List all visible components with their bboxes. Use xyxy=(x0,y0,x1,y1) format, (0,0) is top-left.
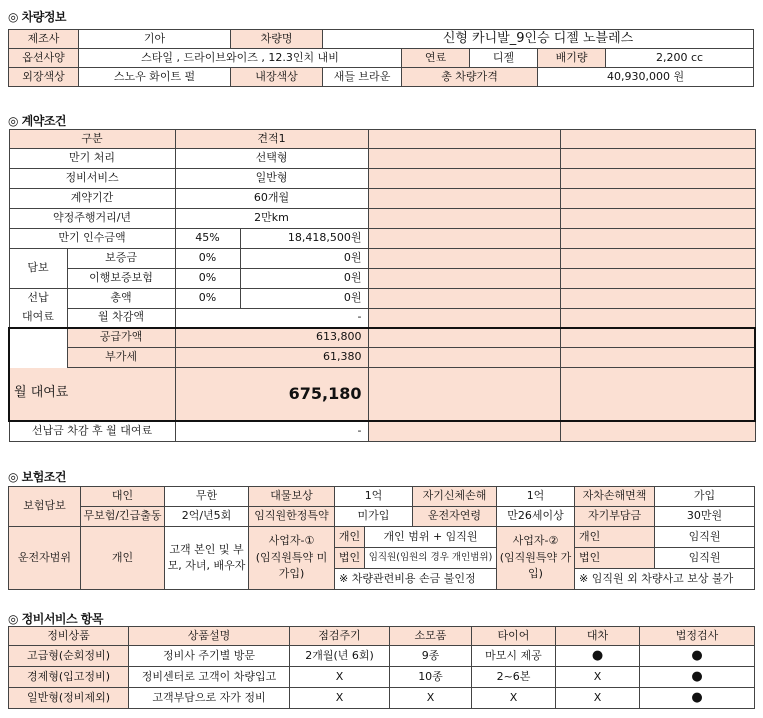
mileage-value: 2만km xyxy=(175,209,368,229)
individual-label: 개인 xyxy=(81,527,165,590)
service-cell: X xyxy=(556,667,640,688)
options-value: 스타일 , 드라이브와이즈 , 12.3인치 내비 xyxy=(79,49,402,68)
service-cell: 정비사 주기별 방문 xyxy=(129,646,290,667)
after-prepay-value: - xyxy=(175,421,368,442)
collateral-label: 담보 xyxy=(9,249,67,289)
service-cell: ● xyxy=(556,646,640,667)
biz1-label: 사업자-① xyxy=(268,534,315,548)
self-value: 1억 xyxy=(497,487,575,507)
biz1-personal-value: 개인 범위 + 임직원 xyxy=(365,527,497,548)
prepay-total-label: 총액 xyxy=(67,289,175,309)
fuel-label: 연료 xyxy=(402,49,470,68)
property-value: 1억 xyxy=(335,487,413,507)
period-value: 60개월 xyxy=(175,189,368,209)
uninsured-label: 무보험/긴급출동 xyxy=(81,507,165,527)
table-row xyxy=(9,646,755,667)
service-header: 법정검사 xyxy=(640,627,755,646)
maturity-value: 선택형 xyxy=(175,149,368,169)
bodily-label: 대인 xyxy=(81,487,165,507)
guarantee-label: 이행보증보험 xyxy=(67,269,175,289)
biz1-corp-value: 임직원(임원의 경우 개인범위) xyxy=(365,548,497,569)
employee-label: 임직원한정특약 xyxy=(249,507,335,527)
service-cell: 10종 xyxy=(390,667,472,688)
service-header: 점검주기 xyxy=(290,627,390,646)
quote-header: 견적1 xyxy=(175,130,368,149)
rent-label: 대여료 xyxy=(9,309,67,328)
prepay-label: 선납 xyxy=(9,289,67,309)
contract-header-label: 구분 xyxy=(9,130,175,149)
maintenance-label: 정비서비스 xyxy=(9,169,175,189)
service-table xyxy=(8,626,755,709)
service-cell: 경제형(입고정비) xyxy=(9,667,129,688)
price-value: 40,930,000 원 xyxy=(538,68,754,87)
prepay-pct: 0% xyxy=(175,289,240,309)
biz2-corp-label: 법인 xyxy=(575,548,655,569)
biz2-corp-value: 임직원 xyxy=(655,548,755,569)
property-label: 대물보상 xyxy=(249,487,335,507)
residual-pct: 45% xyxy=(175,229,240,249)
service-cell: ● xyxy=(640,646,755,667)
period-label: 계약기간 xyxy=(9,189,175,209)
damage-value: 가입 xyxy=(655,487,755,507)
prepay-amount: 0원 xyxy=(240,289,368,309)
monthly-label: 월 대여료 xyxy=(9,368,175,421)
vehicle-table xyxy=(8,29,754,87)
biz1-cell xyxy=(249,527,335,590)
service-cell: X xyxy=(472,688,556,709)
service-cell: X xyxy=(556,688,640,709)
service-cell: ● xyxy=(640,688,755,709)
service-header: 상품설명 xyxy=(129,627,290,646)
service-header: 대차 xyxy=(556,627,640,646)
service-header: 정비상품 xyxy=(9,627,129,646)
deposit-pct: 0% xyxy=(175,249,240,269)
quote2-header xyxy=(368,130,560,149)
biz2-personal-label: 개인 xyxy=(575,527,655,548)
maturity-label: 만기 처리 xyxy=(9,149,175,169)
residual-amount: 18,418,500원 xyxy=(240,229,368,249)
service-cell: 고객부담으로 자가 정비 xyxy=(129,688,290,709)
service-cell: X xyxy=(390,688,472,709)
service-cell: 마모시 제공 xyxy=(472,646,556,667)
biz2-cell xyxy=(497,527,575,590)
contract-section-title: ◎ 계약조건 xyxy=(8,114,67,128)
model-value: 신형 카니발_9인승 디젤 노블레스 xyxy=(323,30,754,49)
vat-label: 부가세 xyxy=(67,348,175,368)
service-cell: 9종 xyxy=(390,646,472,667)
service-header: 타이어 xyxy=(472,627,556,646)
service-cell: 2개월(년 6회) xyxy=(290,646,390,667)
age-label: 운전자연령 xyxy=(413,507,497,527)
after-prepay-label: 선납금 차감 후 월 대여료 xyxy=(9,421,175,442)
age-value: 만26세이상 xyxy=(497,507,575,527)
biz2-desc: (임직원특약 가입) xyxy=(499,550,572,581)
price-label: 총 차량가격 xyxy=(402,68,538,87)
self-label: 자기신체손해 xyxy=(413,487,497,507)
employee-value: 미가입 xyxy=(335,507,413,527)
interior-label: 내장색상 xyxy=(231,68,323,87)
maker-label: 제조사 xyxy=(9,30,79,49)
interior-value: 새들 브라운 xyxy=(323,68,402,87)
residual-label: 만기 인수금액 xyxy=(9,229,175,249)
contract-table xyxy=(8,129,756,442)
fuel-value: 디젤 xyxy=(470,49,538,68)
service-cell: 2~6본 xyxy=(472,667,556,688)
insurance-section-title: ◎ 보험조건 xyxy=(8,470,67,484)
vat-value: 61,380 xyxy=(175,348,368,368)
biz2-personal-value: 임직원 xyxy=(655,527,755,548)
service-cell: X xyxy=(290,667,390,688)
deductible-value: 30만원 xyxy=(655,507,755,527)
service-cell: 고급형(순회정비) xyxy=(9,646,129,667)
quote3-header xyxy=(560,130,755,149)
deposit-label: 보증금 xyxy=(67,249,175,269)
biz2-note: ※ 임직원 외 차량사고 보상 불가 xyxy=(575,569,755,590)
coverage-label: 보험담보 xyxy=(9,487,81,527)
rent-deduct-label: 월 차감액 xyxy=(67,309,175,328)
options-label: 옵션사양 xyxy=(9,49,79,68)
supply-label: 공급가액 xyxy=(67,328,175,348)
deposit-amount: 0원 xyxy=(240,249,368,269)
vehicle-section-title: ◎ 차량정보 xyxy=(8,10,67,24)
guarantee-pct: 0% xyxy=(175,269,240,289)
biz1-desc: (임직원특약 미가입) xyxy=(255,550,328,581)
maker-value: 기아 xyxy=(79,30,231,49)
deductible-label: 자기부담금 xyxy=(575,507,655,527)
displacement-label: 배기량 xyxy=(538,49,606,68)
biz2-label: 사업자-② xyxy=(512,534,559,548)
guarantee-amount: 0원 xyxy=(240,269,368,289)
damage-label: 자차손해면책 xyxy=(575,487,655,507)
service-cell: 정비센터로 고객이 차량입고 xyxy=(129,667,290,688)
insurance-table xyxy=(8,486,755,590)
uninsured-value: 2억/년5회 xyxy=(165,507,249,527)
exterior-value: 스노우 화이트 펄 xyxy=(79,68,231,87)
service-section-title: ◎ 정비서비스 항목 xyxy=(8,612,103,626)
biz1-note: ※ 차량관련비용 손금 불인정 xyxy=(335,569,497,590)
service-header: 소모품 xyxy=(390,627,472,646)
maintenance-value: 일반형 xyxy=(175,169,368,189)
exterior-label: 외장색상 xyxy=(9,68,79,87)
model-label: 차량명 xyxy=(231,30,323,49)
supply-value: 613,800 xyxy=(175,328,368,348)
driver-range-label: 운전자범위 xyxy=(9,527,81,590)
biz1-personal-label: 개인 xyxy=(335,527,365,548)
biz1-corp-label: 법인 xyxy=(335,548,365,569)
service-cell: 일반형(정비제외) xyxy=(9,688,129,709)
displacement-value: 2,200 cc xyxy=(606,49,754,68)
individual-desc: 고객 본인 및 부모, 자녀, 배우자 xyxy=(165,527,249,590)
service-cell: ● xyxy=(640,667,755,688)
bodily-value: 무한 xyxy=(165,487,249,507)
service-cell: X xyxy=(290,688,390,709)
rent-deduct-value: - xyxy=(175,309,368,328)
monthly-value: 675,180 xyxy=(175,368,368,421)
table-row xyxy=(9,667,755,688)
table-row xyxy=(9,688,755,709)
mileage-label: 약정주행거리/년 xyxy=(9,209,175,229)
